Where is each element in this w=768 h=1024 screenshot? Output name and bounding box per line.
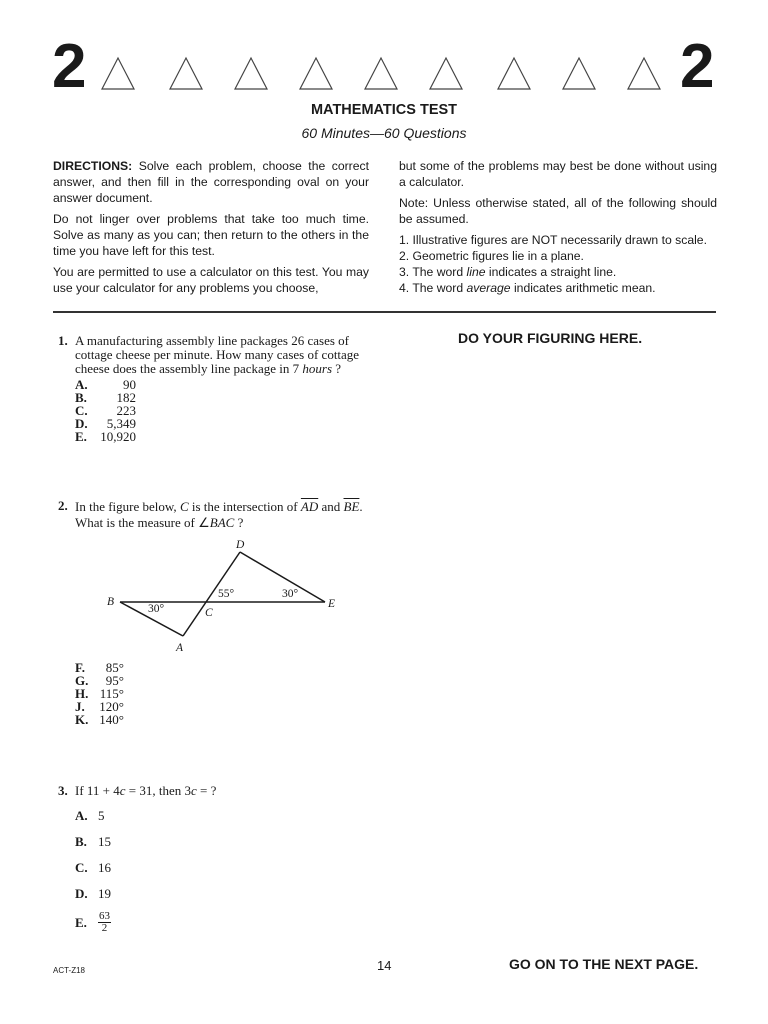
answer-choice-b[interactable]: B. 15 [75, 834, 111, 849]
triangle-icon [563, 58, 595, 89]
question-number: 1. [58, 333, 68, 348]
directions-paragraph-2: Do not linger over problems that take too much time. Solve as many as you can; then return to the others in the time you have left for this test. [53, 212, 369, 258]
answer-choices [75, 378, 136, 443]
note-item: 2. Geometric figures lie in a plane. [399, 249, 584, 263]
point-label-b: B [107, 596, 115, 608]
triangle-icon [235, 58, 267, 89]
answer-choice-d[interactable]: D. 19 [75, 886, 111, 901]
point-label-e: E [328, 598, 336, 610]
question-3 [58, 783, 217, 798]
question-1 [58, 333, 360, 444]
test-title: MATHEMATICS TEST [310, 102, 458, 118]
directions-paragraph-3: You are permitted to use a calculator on this test. You may use your calculator for any problems you choose, [53, 265, 369, 295]
directions-paragraph-4: but some of the problems may best be done without using a calculator. [399, 159, 717, 189]
directions-left-column [53, 158, 369, 301]
directions-paragraph-1: DIRECTIONS: Solve each problem, choose the correct answer, and then fill in the corresponding oval on your answer document. [53, 159, 369, 205]
note-item: 3. The word line indicates a straight line. [399, 265, 617, 279]
divider-rule [53, 311, 716, 313]
test-subtitle: 60 Minutes—60 Questions [301, 125, 467, 141]
angle-label-dce: 55° [218, 588, 235, 600]
triangle-icon [430, 58, 462, 89]
answer-choice-e[interactable]: E. $\frac{63}{2}$ [75, 909, 110, 934]
answer-choice-g[interactable]: G. 95° [75, 673, 124, 688]
point-label-c: C [205, 607, 213, 619]
directions-right-column [399, 158, 717, 296]
answer-choice-h[interactable]: H. 115° [75, 686, 124, 701]
question-stem: A manufacturing assembly line packages 26 cases of cottage cheese per minute. How many cases of cottage cheese does the assembly line package in 7 hours ? [75, 333, 360, 376]
section-number-right: 2 [680, 32, 715, 101]
question-stem: If 11 + 4c = 31, then 3c = ? [75, 783, 217, 798]
answer-choice-c[interactable]: C. 16 [75, 860, 111, 875]
answer-choice-e[interactable]: E. 10,920 [75, 429, 136, 444]
answer-choice-k[interactable]: K. 140° [75, 712, 124, 727]
point-label-a: A [176, 642, 184, 654]
angle-label-dec: 30° [282, 588, 299, 600]
section-number-left: 2 [52, 32, 87, 101]
geometry-figure [100, 535, 350, 655]
triangle-icon [628, 58, 660, 89]
answer-choice-b[interactable]: B. 182 [75, 390, 136, 405]
triangle-icon [102, 58, 134, 89]
question-2 [58, 498, 363, 530]
form-code: ACT-Z18 [53, 966, 86, 975]
directions-label: DIRECTIONS: [53, 159, 133, 173]
answer-choice-d[interactable]: D. 5,349 [75, 416, 136, 431]
answer-choices [75, 661, 124, 726]
directions-note: Note: Unless otherwise stated, all of the following should be assumed. [399, 196, 717, 226]
point-label-d: D [236, 539, 245, 551]
triangle-icon [170, 58, 202, 89]
question-number: 3. [58, 783, 68, 798]
figuring-label: DO YOUR FIGURING HERE. [458, 330, 643, 346]
answer-choice-j[interactable]: J. 120° [75, 699, 124, 714]
fraction: $\frac{63}{2}$ [99, 909, 110, 934]
triangle-icon [498, 58, 530, 89]
triangle-icon [365, 58, 397, 89]
triangle-row [100, 55, 670, 91]
answer-choice-a[interactable]: A. 5 [75, 808, 105, 823]
next-page-notice: GO ON TO THE NEXT PAGE. [509, 956, 699, 972]
question-stem: In the figure below, C is the intersection of $\overline{AD}$ and $\overline{BE}$. What is the measure of ∠BAC ? [75, 499, 363, 530]
answer-choice-f[interactable]: F. 85° [75, 660, 124, 675]
angle-label-abc: 30° [148, 603, 165, 615]
answer-choices [75, 809, 111, 935]
note-item: 1. Illustrative figures are NOT necessarily drawn to scale. [399, 233, 707, 247]
answer-choice-c[interactable]: C. 223 [75, 403, 136, 418]
answer-choice-a[interactable]: A. 90 [75, 377, 136, 392]
page-number: 14 [377, 958, 392, 973]
question-number: 2. [58, 498, 68, 513]
triangle-icon [300, 58, 332, 89]
note-item: 4. The word average indicates arithmetic mean. [399, 281, 656, 295]
